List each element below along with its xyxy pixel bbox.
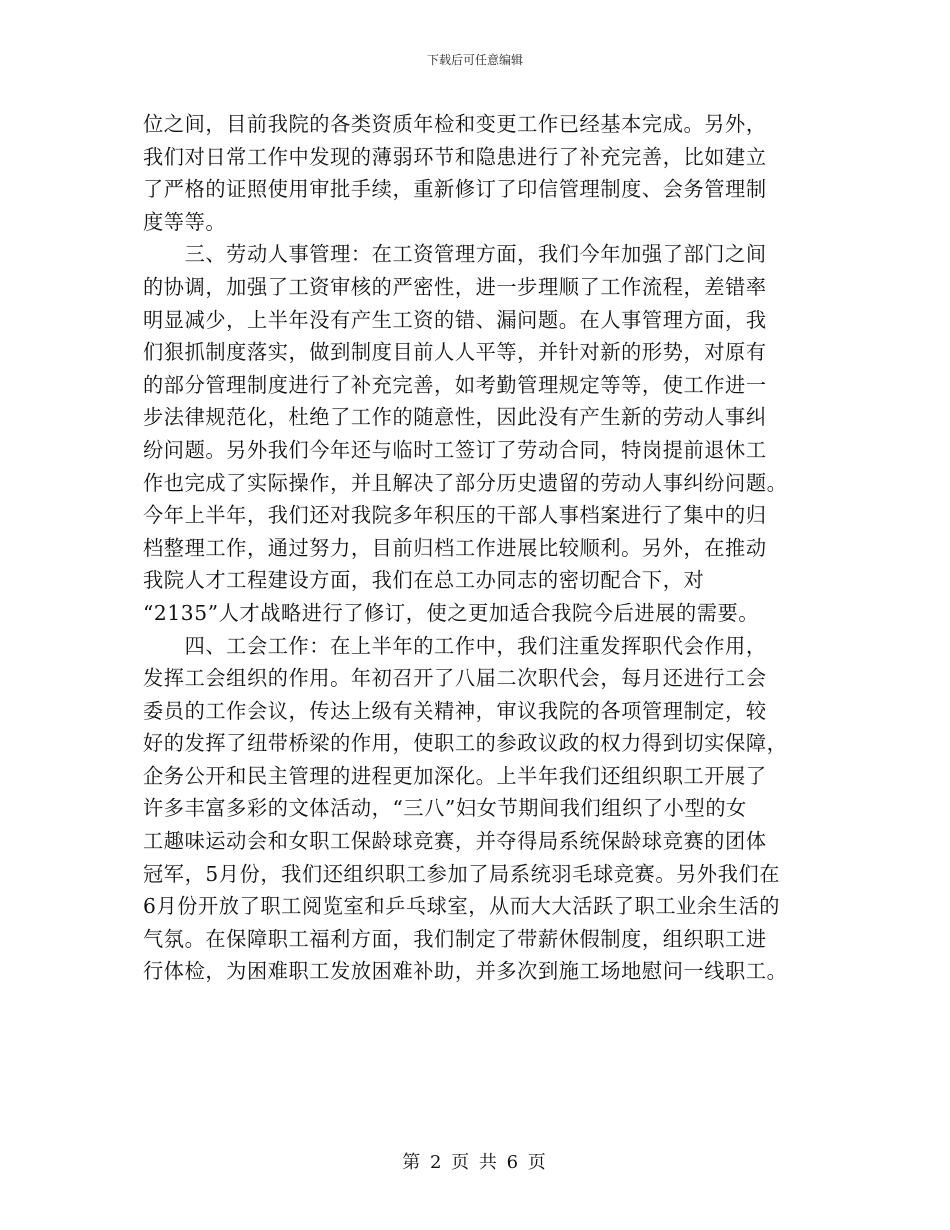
text-line: 行体检，为困难职工发放困难补助，并多次到施工场地慰问一线职工。 [143, 959, 788, 984]
text-line: 位之间，目前我院的各类资质年检和变更工作已经基本完成。另外， [143, 112, 767, 136]
text-line: 明显减少，上半年没有产生工资的错、漏问题。在人事管理方面，我 [143, 307, 767, 332]
text-line: 气氛。在保障职工福利方面，我们制定了带薪休假制度，组织职工进 [143, 926, 767, 951]
text-line: 我院人才工程建设方面，我们在总工办同志的密切配合下，对 [143, 568, 705, 593]
text-line: 度等等。 [143, 209, 227, 234]
text-line: 四、工会工作：在上半年的工作中，我们注重发挥职代会作用， [143, 633, 767, 658]
text-line: 三、劳动人事管理：在工资管理方面，我们今年加强了部门之间 [143, 242, 767, 267]
text-line: 了严格的证照使用审批手续，重新修订了印信管理制度、会务管理制 [143, 177, 767, 202]
page-footer: 第 2 页 共 6 页 [402, 1152, 548, 1173]
text-line: 档整理工作，通过努力，目前归档工作进展比较顺利。另外，在推动 [143, 535, 767, 560]
text-line: 的协调，加强了工资审核的严密性，进一步理顺了工作流程，差错率 [143, 274, 767, 299]
text-line: 6月份开放了职工阅览室和乒乓球室，从而大大活跃了职工业余生活的 [143, 894, 781, 919]
text-line: “2135”人才战略进行了修订，使之更加适合我院今后进展的需要。 [143, 600, 760, 625]
text-line: 冠军，5月份，我们还组织职工参加了局系统羽毛球竞赛。另外我们在 [143, 861, 781, 886]
text-line: 纷问题。另外我们今年还与临时工签订了劳动合同，特岗提前退休工 [143, 437, 767, 462]
text-line: 发挥工会组织的作用。年初召开了八届二次职代会，每月还进行工会 [143, 666, 767, 691]
text-line: 作也完成了实际操作，并且解决了部分历史遗留的劳动人事纠纷问题。 [143, 470, 788, 495]
text-line: 工趣味运动会和女职工保龄球竞赛，并夺得局系统保龄球竞赛的团体 [143, 829, 767, 854]
text-line: 的部分管理制度进行了补充完善，如考勤管理规定等等，使工作进一 [143, 372, 767, 397]
text-line: 好的发挥了纽带桥梁的作用，使职工的参政议政的权力得到切实保障， [143, 731, 788, 756]
text-line: 企务公开和民主管理的进程更加深化。上半年我们还组织职工开展了 [143, 763, 767, 788]
document-body [143, 108, 813, 988]
text-line: 今年上半年，我们还对我院多年积压的干部人事档案进行了集中的归 [143, 503, 767, 528]
page-header: 下载后可任意编辑 [426, 53, 523, 67]
text-line: 许多丰富多彩的文体活动，“三八”妇女节期间我们组织了小型的女 [143, 796, 747, 821]
text-line: 委员的工作会议，传达上级有关精神，审议我院的各项管理制定，较 [143, 698, 767, 723]
text-line: 我们对日常工作中发现的薄弱环节和隐患进行了补充完善，比如建立 [143, 144, 767, 169]
text-line: 步法律规范化，杜绝了工作的随意性，因此没有产生新的劳动人事纠 [143, 405, 767, 430]
text-line: 们狠抓制度落实，做到制度目前人人平等，并针对新的形势，对原有 [143, 340, 767, 365]
